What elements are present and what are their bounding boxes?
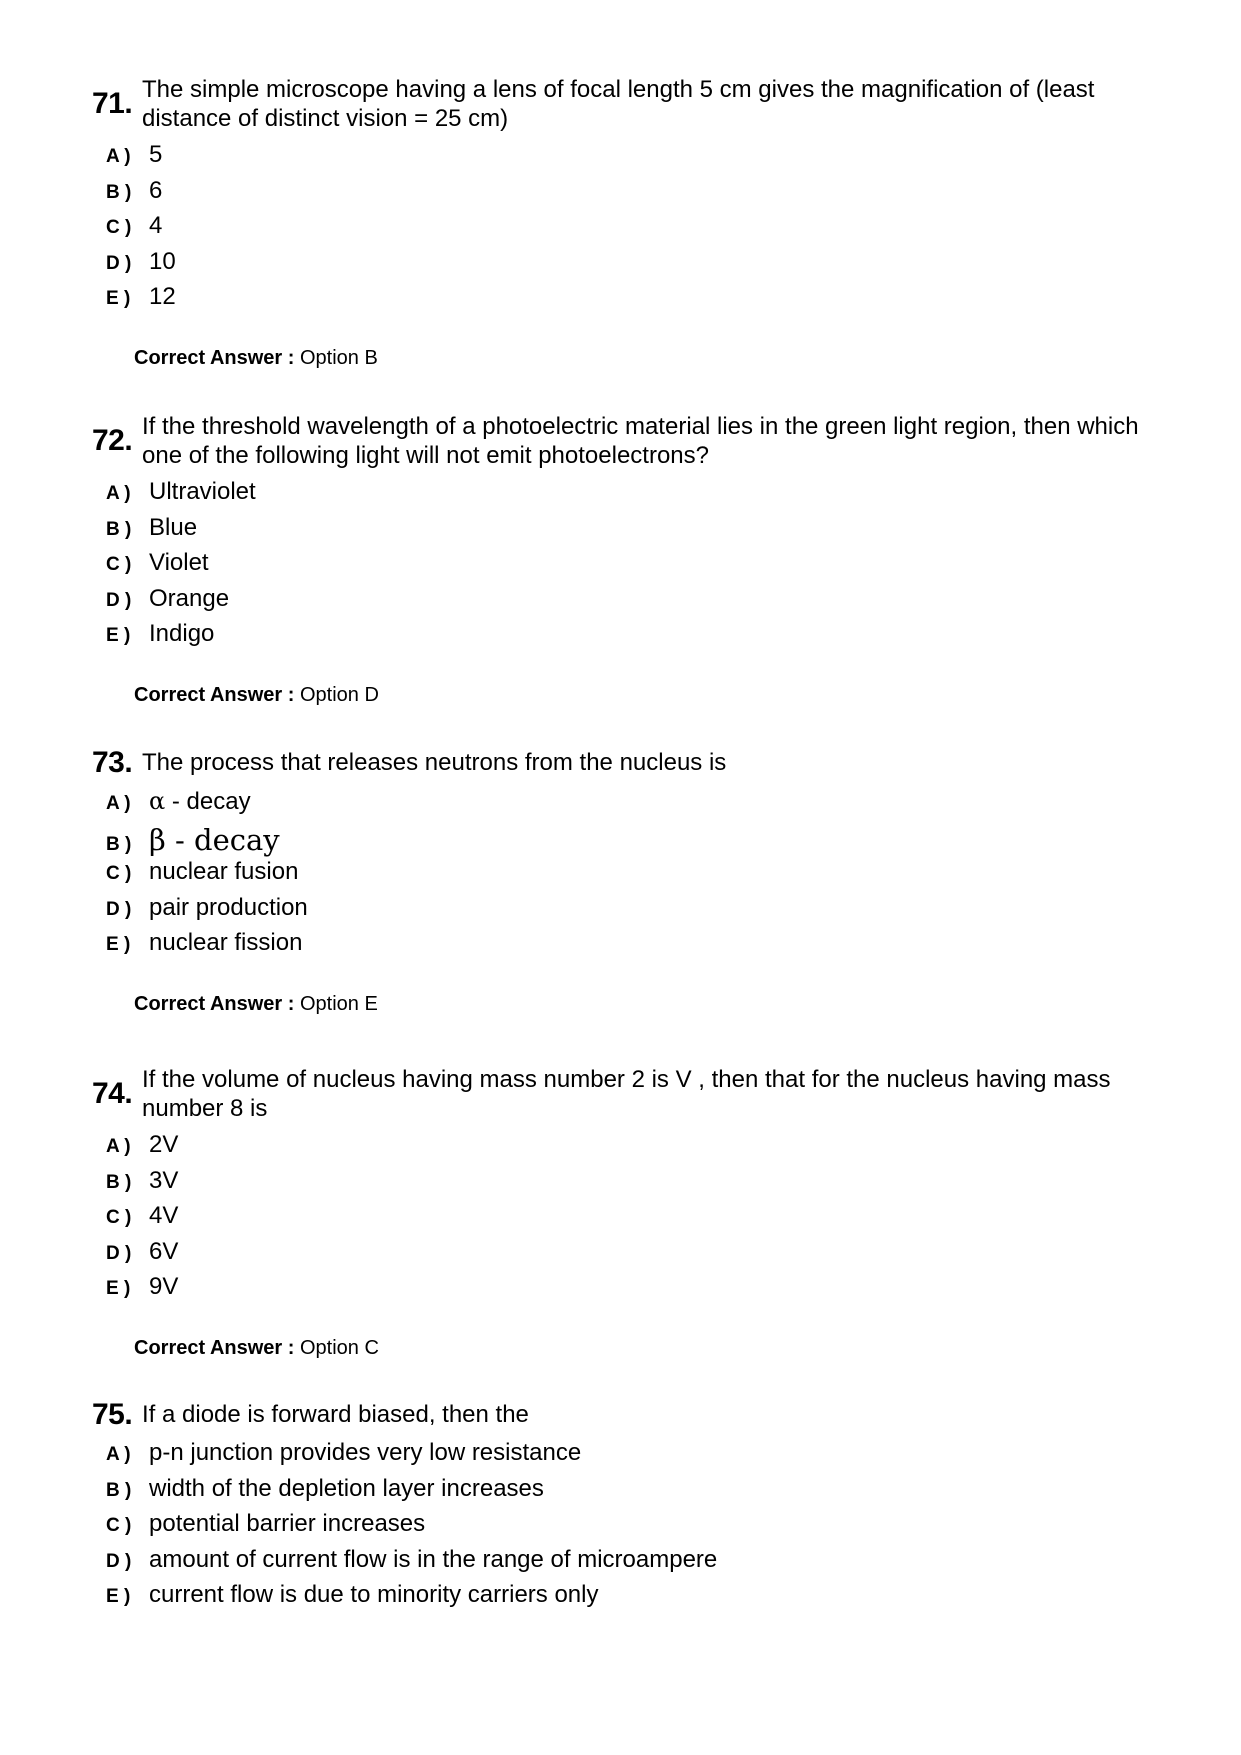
correct-answer xyxy=(134,993,1172,1016)
option-text: Violet xyxy=(149,549,209,576)
option-d[interactable] xyxy=(92,894,1172,930)
option-letter: A ) xyxy=(106,483,131,504)
option-d[interactable] xyxy=(92,585,1172,621)
correct-answer xyxy=(134,347,1172,370)
question-text: The simple microscope having a lens of focal length 5 cm gives the magnification of (least distance of distinct vision = 25 cm) xyxy=(142,76,1095,132)
option-letter: D ) xyxy=(106,898,132,920)
option-e[interactable] xyxy=(92,929,1172,965)
option-letter: B ) xyxy=(106,1171,132,1193)
question-number: 72. xyxy=(92,424,133,457)
question-74 xyxy=(92,1065,1172,1360)
correct-answer-label: Correct Answer : xyxy=(134,1336,295,1359)
question-75 xyxy=(92,1399,1172,1617)
correct-answer-label: Correct Answer : xyxy=(134,683,295,706)
option-text: 9V xyxy=(149,1273,179,1300)
option-list xyxy=(92,141,1172,319)
option-text: 6 xyxy=(149,176,163,204)
question-number: 74. xyxy=(92,1077,133,1110)
option-suffix: - decay xyxy=(165,788,251,815)
beta-symbol: β xyxy=(149,822,166,857)
option-d[interactable] xyxy=(92,248,1172,284)
correct-answer-value: Option B xyxy=(299,346,378,369)
option-text: current flow is due to minority carriers only xyxy=(149,1581,599,1608)
option-letter: B ) xyxy=(106,181,132,203)
option-letter: E ) xyxy=(106,1278,131,1299)
option-letter: B ) xyxy=(106,518,132,540)
option-list xyxy=(92,787,1172,965)
question-header xyxy=(92,75,1172,133)
option-a[interactable] xyxy=(92,141,1172,177)
option-text: Blue xyxy=(149,513,198,541)
correct-answer-value: Option C xyxy=(299,1336,379,1359)
option-letter: B ) xyxy=(106,833,132,855)
question-header xyxy=(92,747,1172,779)
option-list xyxy=(92,478,1172,656)
correct-answer-label: Correct Answer : xyxy=(134,992,295,1015)
option-text: amount of current flow is in the range of microampere xyxy=(149,1545,718,1573)
question-number: 71. xyxy=(92,87,133,120)
option-suffix: - decay xyxy=(165,822,280,857)
option-letter: A ) xyxy=(106,793,131,814)
question-header xyxy=(92,1399,1172,1431)
option-text xyxy=(149,823,280,857)
option-b[interactable] xyxy=(92,177,1172,213)
option-list xyxy=(92,1439,1172,1617)
option-text: pair production xyxy=(149,893,308,921)
option-c[interactable] xyxy=(92,1202,1172,1238)
correct-answer-value: Option D xyxy=(299,683,379,706)
question-73 xyxy=(92,747,1172,1016)
option-text: 3V xyxy=(149,1166,179,1194)
option-text: 6V xyxy=(149,1237,179,1265)
option-text: Indigo xyxy=(149,620,215,647)
option-letter: D ) xyxy=(106,1550,132,1572)
option-letter: E ) xyxy=(106,625,131,646)
option-letter: A ) xyxy=(106,1444,131,1465)
option-text: 4V xyxy=(149,1202,179,1229)
question-71 xyxy=(92,75,1172,370)
alpha-symbol: α xyxy=(149,787,166,815)
question-number: 73. xyxy=(92,746,133,779)
option-c[interactable] xyxy=(92,212,1172,248)
option-d[interactable] xyxy=(92,1238,1172,1274)
correct-answer xyxy=(134,1337,1172,1360)
option-letter: B ) xyxy=(106,1479,132,1501)
option-d[interactable] xyxy=(92,1546,1172,1582)
question-header xyxy=(92,412,1172,470)
option-text: p-n junction provides very low resistance xyxy=(149,1439,582,1466)
option-letter: C ) xyxy=(106,554,132,575)
option-b[interactable] xyxy=(92,514,1172,550)
option-letter: D ) xyxy=(106,1242,132,1264)
option-letter: D ) xyxy=(106,252,132,274)
option-text: 10 xyxy=(149,247,176,275)
option-text: nuclear fission xyxy=(149,929,303,956)
option-text: width of the depletion layer increases xyxy=(149,1474,544,1502)
option-letter: C ) xyxy=(106,217,132,238)
question-text: If the volume of nucleus having mass number 2 is V , then that for the nucleus having mass number 8 is xyxy=(142,1066,1111,1122)
option-letter: A ) xyxy=(106,1136,131,1157)
question-number: 75. xyxy=(92,1398,133,1431)
option-a[interactable] xyxy=(92,1439,1172,1475)
option-text: potential barrier increases xyxy=(149,1510,426,1537)
correct-answer-label: Correct Answer : xyxy=(134,346,295,369)
option-letter: E ) xyxy=(106,288,131,309)
option-c[interactable] xyxy=(92,549,1172,585)
option-letter: E ) xyxy=(106,1586,131,1607)
question-header xyxy=(92,1065,1172,1123)
option-e[interactable] xyxy=(92,1273,1172,1309)
option-text xyxy=(149,787,251,816)
option-a[interactable] xyxy=(92,478,1172,514)
option-letter: C ) xyxy=(106,863,132,884)
option-a[interactable] xyxy=(92,1131,1172,1167)
option-text: 12 xyxy=(149,283,176,310)
correct-answer-value: Option E xyxy=(299,992,378,1015)
option-e[interactable] xyxy=(92,283,1172,319)
option-a[interactable] xyxy=(92,787,1172,823)
option-text: 5 xyxy=(149,141,163,168)
option-text: 4 xyxy=(149,212,163,239)
option-b[interactable] xyxy=(92,1167,1172,1203)
option-letter: D ) xyxy=(106,589,132,611)
question-text: The process that releases neutrons from the nucleus is xyxy=(142,749,727,776)
option-b[interactable] xyxy=(92,1475,1172,1511)
option-c[interactable] xyxy=(92,858,1172,894)
option-text: Ultraviolet xyxy=(149,478,256,505)
question-72 xyxy=(92,412,1172,707)
option-text: nuclear fusion xyxy=(149,858,299,885)
option-letter: C ) xyxy=(106,1207,132,1228)
correct-answer xyxy=(134,684,1172,707)
question-text: If the threshold wavelength of a photoelectric material lies in the green light region, then which one of the following light will not emit photoelectrons? xyxy=(142,413,1139,469)
option-b[interactable] xyxy=(92,823,1172,859)
question-text: If a diode is forward biased, then the xyxy=(142,1401,529,1428)
option-c[interactable] xyxy=(92,1510,1172,1546)
option-e[interactable] xyxy=(92,1581,1172,1617)
option-letter: E ) xyxy=(106,934,131,955)
option-e[interactable] xyxy=(92,620,1172,656)
option-text: Orange xyxy=(149,584,230,612)
option-text: 2V xyxy=(149,1131,179,1158)
option-letter: C ) xyxy=(106,1515,132,1536)
option-list xyxy=(92,1131,1172,1309)
option-letter: A ) xyxy=(106,146,131,167)
